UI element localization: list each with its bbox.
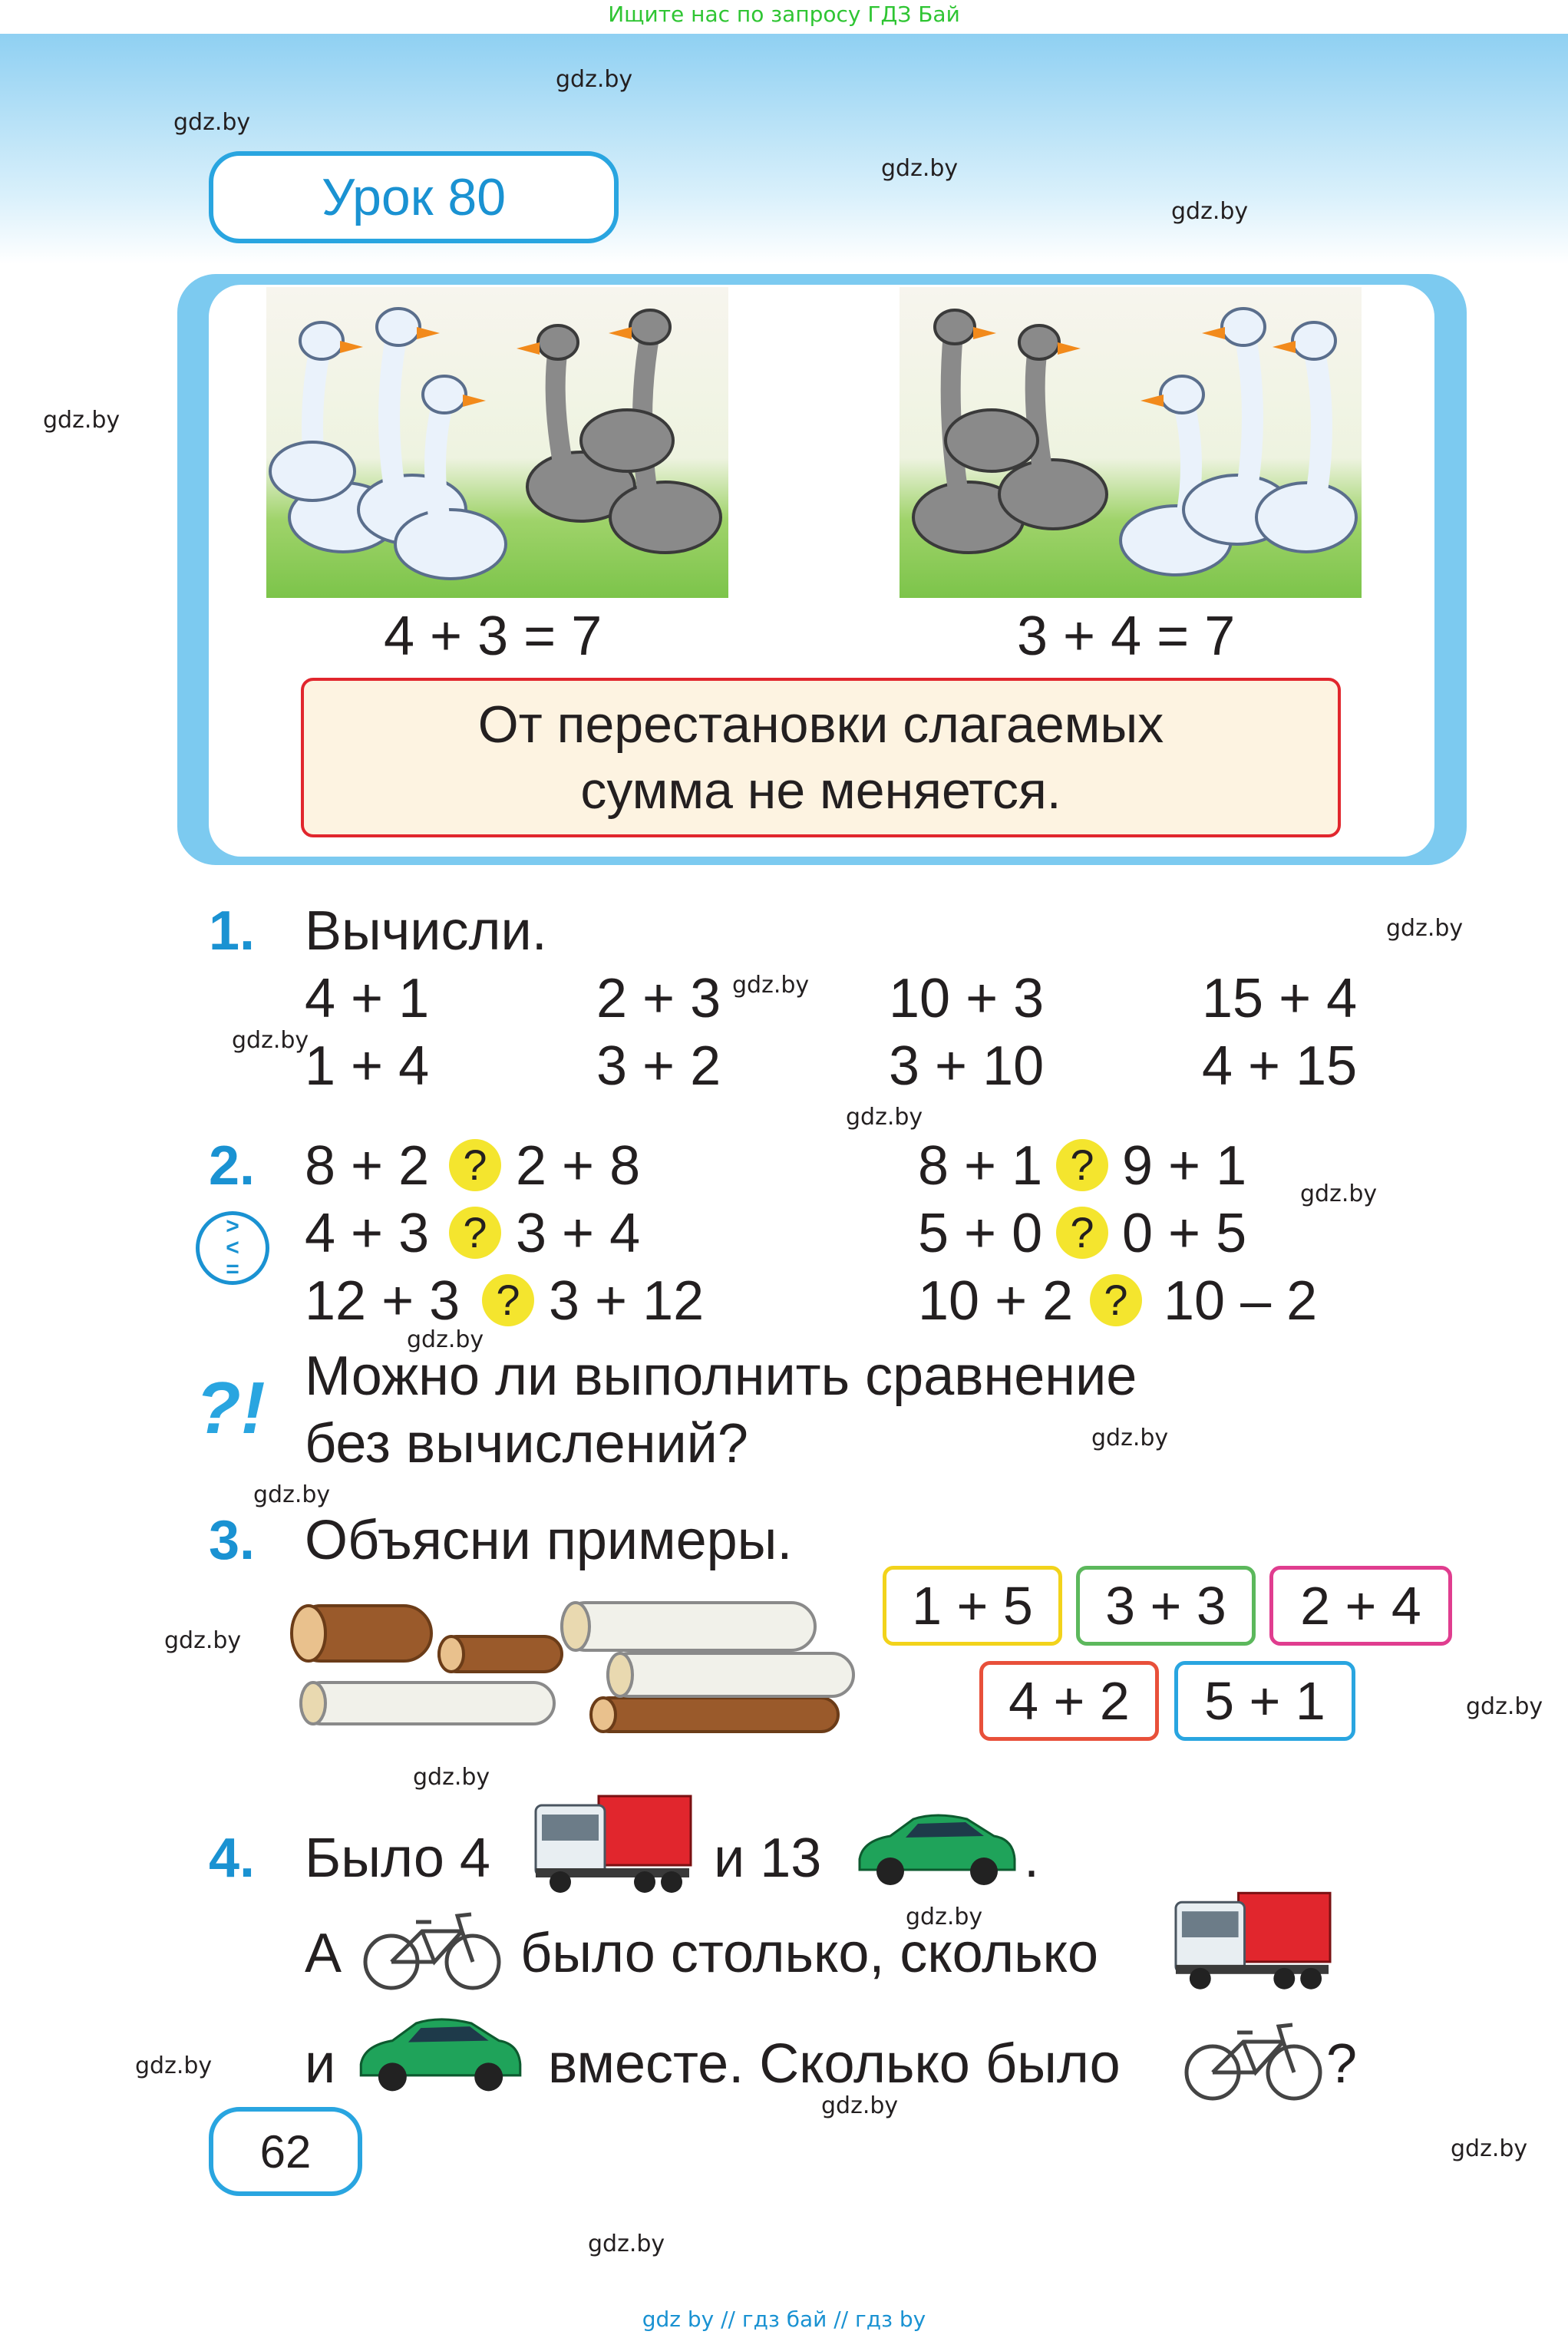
task-4-text: Было 4	[305, 1828, 490, 1889]
task-4-text: .	[1024, 1828, 1040, 1889]
watermark: gdz.by	[1451, 2135, 1528, 2162]
task-4-text: ?	[1326, 2033, 1358, 2095]
task-4-text: А	[305, 1923, 342, 1984]
watermark: gdz.by	[253, 1481, 331, 1508]
task-1-expression: 10 + 3	[889, 968, 1045, 1029]
compare-right-b: 10 – 2	[1164, 1270, 1318, 1332]
compare-right-a: 8 + 1	[918, 1135, 1043, 1197]
watermark: gdz.by	[135, 2052, 213, 2079]
task-1-expression: 15 + 4	[1202, 968, 1358, 1029]
task-3-number: 3.	[209, 1510, 256, 1571]
task-2-question-line-1: Можно ли выполнить сравнение	[305, 1346, 1137, 1407]
question-mark-icon[interactable]: ?	[482, 1274, 534, 1326]
geese-picture-right	[900, 287, 1362, 598]
truck-icon	[1170, 1885, 1334, 1993]
search-hint[interactable]: Ищите нас по запросу ГДЗ Бай	[608, 2, 960, 27]
equation-right: 3 + 4 = 7	[1017, 606, 1236, 667]
compare-right-b: 9 + 1	[1122, 1135, 1247, 1197]
car-icon	[852, 1805, 1021, 1890]
task-2-number: 2.	[209, 1135, 256, 1197]
compare-left-a: 4 + 3	[305, 1203, 430, 1264]
watermark: gdz.by	[881, 155, 959, 182]
logs-picture	[286, 1598, 869, 1752]
task-1-expression: 4 + 15	[1202, 1035, 1358, 1097]
compare-left-a: 8 + 2	[305, 1135, 430, 1197]
rule-line-1: От перестановки слагаемых	[477, 695, 1164, 754]
task-4-text: вместе. Сколько было	[548, 2033, 1121, 2095]
rule-statement	[301, 678, 1341, 837]
watermark: gdz.by	[588, 2231, 665, 2257]
watermark: gdz.by	[906, 1904, 983, 1930]
bicycle-icon	[1182, 2011, 1325, 2103]
compare-left-b: 3 + 12	[549, 1270, 705, 1332]
watermark: gdz.by	[164, 1627, 242, 1654]
compare-right-a: 10 + 2	[918, 1270, 1074, 1332]
task-1-expression: 1 + 4	[305, 1035, 430, 1097]
bicycle-icon	[361, 1900, 503, 1993]
watermark: gdz.by	[43, 407, 120, 434]
watermark: gdz.by	[556, 66, 633, 93]
expression-box: 5 + 1	[1174, 1661, 1355, 1741]
watermark: gdz.by	[413, 1764, 490, 1791]
question-mark-icon[interactable]: ?	[1090, 1274, 1142, 1326]
watermark: gdz.by	[1466, 1693, 1543, 1720]
compare-left-b: 2 + 8	[516, 1135, 641, 1197]
compare-left-a: 12 + 3	[305, 1270, 460, 1332]
lesson-title: Урок 80	[209, 151, 619, 243]
task-1-expression: 3 + 2	[596, 1035, 721, 1097]
watermark: gdz.by	[821, 2092, 899, 2119]
equation-left: 4 + 3 = 7	[384, 606, 602, 667]
watermark: gdz.by	[1091, 1425, 1169, 1451]
rule-line-2: сумма не меняется.	[580, 761, 1061, 820]
task-1-number: 1.	[209, 900, 256, 962]
expression-box: 1 + 5	[883, 1566, 1062, 1646]
compare-signs-icon: > < =	[196, 1211, 269, 1285]
question-mark-icon[interactable]: ?	[1056, 1207, 1108, 1259]
car-icon	[353, 2008, 527, 2097]
task-3-prompt: Объясни примеры.	[305, 1510, 793, 1571]
task-4-text: было столько, сколько	[520, 1923, 1099, 1984]
watermark: gdz.by	[1300, 1181, 1378, 1207]
watermark: gdz.by	[232, 1027, 309, 1054]
page-number: 62	[209, 2107, 362, 2196]
task-2-question-line-2: без вычислений?	[305, 1413, 748, 1474]
watermark: gdz.by	[173, 109, 251, 136]
compare-right-a: 5 + 0	[918, 1203, 1043, 1264]
compare-right-b: 0 + 5	[1122, 1203, 1247, 1264]
truck-icon	[530, 1788, 695, 1896]
compare-left-b: 3 + 4	[516, 1203, 641, 1264]
think-question-icon: ?!	[196, 1367, 266, 1449]
task-1-expression: 2 + 3	[596, 968, 721, 1029]
task-1-expression: 3 + 10	[889, 1035, 1045, 1097]
watermark: gdz.by	[732, 972, 810, 999]
watermark: gdz.by	[407, 1326, 484, 1353]
question-mark-icon[interactable]: ?	[449, 1207, 501, 1259]
watermark: gdz.by	[846, 1104, 923, 1131]
task-4-number: 4.	[209, 1828, 256, 1889]
question-mark-icon[interactable]: ?	[1056, 1139, 1108, 1191]
task-4-text: и	[305, 2033, 336, 2095]
geese-picture-left	[266, 287, 728, 598]
question-mark-icon[interactable]: ?	[449, 1139, 501, 1191]
task-1-prompt: Вычисли.	[305, 900, 547, 962]
expression-box: 3 + 3	[1076, 1566, 1256, 1646]
task-1-expression: 4 + 1	[305, 968, 430, 1029]
expression-box: 4 + 2	[979, 1661, 1159, 1741]
task-4-text: и 13	[714, 1828, 822, 1889]
footer-links[interactable]: gdz by // гдз бай // гдз by	[642, 2307, 926, 2332]
watermark: gdz.by	[1386, 915, 1464, 942]
watermark: gdz.by	[1171, 198, 1249, 225]
expression-box: 2 + 4	[1269, 1566, 1452, 1646]
